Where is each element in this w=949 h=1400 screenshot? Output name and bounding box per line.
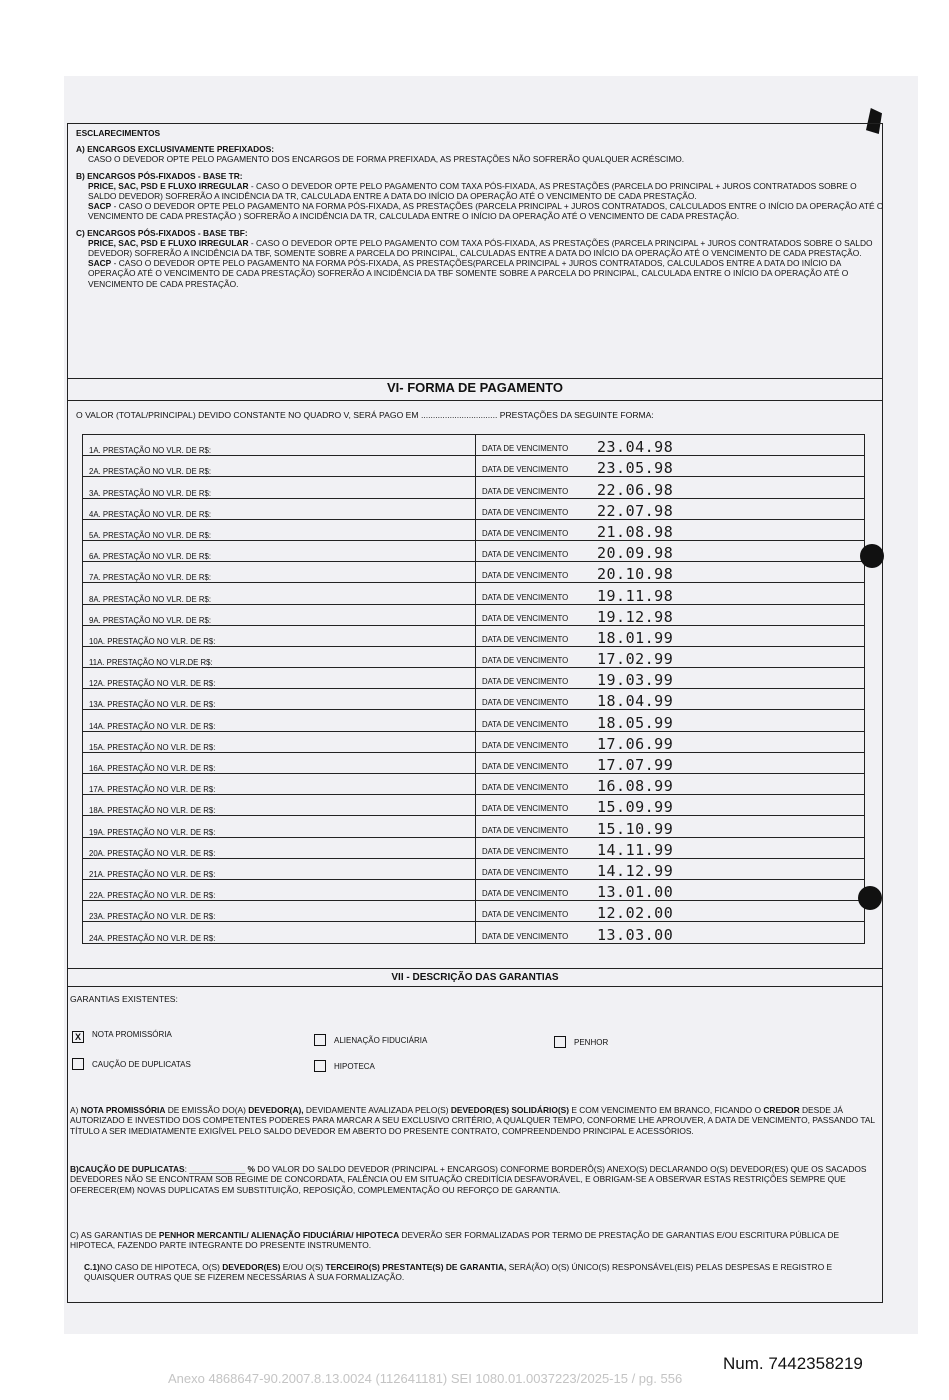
due-date-value: 23.05.98 bbox=[597, 459, 674, 478]
installment-label: 23A. PRESTAÇÃO NO VLR. DE R$: bbox=[83, 901, 476, 922]
text: % bbox=[247, 1164, 255, 1174]
installment-row bbox=[83, 435, 865, 456]
installments-table bbox=[82, 434, 865, 944]
installment-label: 20A. PRESTAÇÃO NO VLR. DE R$: bbox=[83, 837, 476, 858]
text: DEVERÃO SER FORMALIZADAS POR TERMO DE PRESTAÇÃO DE GARANTIAS E/OU ESCRITURA PÚBLICA DE HIPOTECA, FAZENDO PARTE INTEGRANTE DO PRESENTE INSTRUMENTO. bbox=[70, 1230, 840, 1251]
text: SERÁ(ÃO) O(S) ÚNICO(S) RESPONSÁVEL(EIS) PELAS DESPESAS E REGISTRO E QUAISQUER OUTRAS QUE SE FIZEREM NECESSÁRIAS À SUA FORMALIZAÇÃO. bbox=[84, 1262, 833, 1283]
section-divider bbox=[68, 986, 882, 987]
installment-row bbox=[83, 668, 865, 689]
text: : ____________ bbox=[184, 1164, 248, 1174]
due-date-label: DATA DE VENCIMENTO bbox=[482, 507, 569, 517]
installment-label: 11A. PRESTAÇÃO NO VLR.DE R$: bbox=[83, 646, 476, 667]
punch-hole bbox=[858, 886, 882, 910]
esclarecimentos-title: ESCLARECIMENTOS bbox=[76, 128, 161, 138]
due-date-value: 13.03.00 bbox=[597, 925, 674, 944]
installment-row bbox=[83, 689, 865, 710]
due-date-label: DATA DE VENCIMENTO bbox=[482, 867, 569, 877]
esc-c-sacp-label: SACP bbox=[88, 258, 112, 269]
due-date-label: DATA DE VENCIMENTO bbox=[482, 571, 569, 581]
installment-due bbox=[476, 562, 865, 583]
installment-row bbox=[83, 583, 865, 604]
text: A) bbox=[70, 1105, 81, 1115]
installment-due bbox=[476, 879, 865, 900]
due-date-value: 15.09.99 bbox=[597, 798, 674, 817]
installment-due bbox=[476, 435, 865, 456]
esc-c-price-text: - CASO O DEVEDOR OPTE PELO PAGAMENTO COM TAXA PÓS-FIXADA, AS PRESTAÇÕES (PARCELA PRINCIPAL + JUROS CONTRATADOS SOBRE O SALDO DEVEDOR) SOFRERÃO A INCIDÊNCIA DA TBF, SOMENTE SOBRE A PARCELA DO PRINCIPAL, CALCULADAS ENTRE A DATA DO INÍCIO DA OPERAÇÃO ATÉ O VENCIMENTO DE CADA PRESTAÇÃO. bbox=[88, 237, 873, 259]
due-date-label: DATA DE VENCIMENTO bbox=[482, 804, 569, 814]
due-date-value: 17.07.99 bbox=[597, 756, 674, 774]
section-divider bbox=[68, 968, 882, 969]
intro-start: O VALOR (TOTAL/PRINCIPAL) DEVIDO CONSTANTE NO QUADRO V, SERÁ PAGO EM bbox=[76, 410, 421, 420]
installment-row bbox=[83, 477, 865, 498]
installment-label: 8A. PRESTAÇÃO NO VLR. DE R$: bbox=[83, 583, 476, 604]
esclarecimentos-section bbox=[76, 128, 884, 289]
text: NO CASO DE HIPOTECA, O(S) bbox=[99, 1262, 223, 1272]
installment-due bbox=[476, 774, 865, 795]
installment-label: 13A. PRESTAÇÃO NO VLR. DE R$: bbox=[83, 689, 476, 710]
due-date-value: 13.01.00 bbox=[597, 883, 674, 902]
installment-label: 5A. PRESTAÇÃO NO VLR. DE R$: bbox=[83, 519, 476, 540]
checkbox[interactable] bbox=[314, 1060, 326, 1072]
text: DEVEDOR(A), bbox=[248, 1105, 304, 1115]
due-date-label: DATA DE VENCIMENTO bbox=[482, 762, 569, 771]
garantias-existentes: GARANTIAS EXISTENTES: bbox=[70, 994, 178, 1004]
due-date-label: DATA DE VENCIMENTO bbox=[482, 550, 569, 560]
esc-a-text: CASO O DEVEDOR OPTE PELO PAGAMENTO DOS ENCARGOS DE FORMA PREFIXADA, AS PRESTAÇÕES NÃO SOFRERÃO QUALQUER ACRÉSCIMO. bbox=[88, 154, 685, 165]
due-date-value: 14.11.99 bbox=[597, 840, 674, 859]
installment-row bbox=[83, 731, 865, 752]
esc-b-sacp-label: SACP bbox=[88, 201, 112, 212]
due-date-value: 19.11.98 bbox=[597, 586, 674, 605]
installment-due bbox=[476, 858, 865, 879]
installment-due bbox=[476, 519, 865, 540]
installment-due bbox=[476, 710, 865, 731]
due-date-value: 17.06.99 bbox=[597, 734, 674, 753]
checkbox[interactable] bbox=[554, 1036, 566, 1048]
due-date-value: 19.12.98 bbox=[597, 607, 674, 626]
installment-row bbox=[83, 901, 865, 922]
due-date-label: DATA DE VENCIMENTO bbox=[482, 634, 569, 644]
installment-row bbox=[83, 774, 865, 795]
esc-b-price-text: - CASO O DEVEDOR OPTE PELO PAGAMENTO COM TAXA PÓS-FIXADA, AS PRESTAÇÕES (PARCELA DO PRINCIPAL + JUROS CONTRATADOS SOBRE O SALDO DEVEDOR) SOFRERÃO A INCIDÊNCIA DA TR, CALCULADA ENTRE A DATA DO INÍCIO DA OPERAÇÃO ATÉ O VENCIMENTO DE CADA PRESTAÇÃO. bbox=[88, 180, 857, 202]
esc-c-title: C) ENCARGOS PÓS-FIXADOS - BASE TBF: bbox=[76, 227, 248, 238]
option-label: CAUÇÃO DE DUPLICATAS bbox=[92, 1060, 191, 1069]
installment-due bbox=[476, 922, 865, 943]
text: DEVIDAMENTE AVALIZADA PELO(S) bbox=[303, 1105, 451, 1115]
installment-label: 2A. PRESTAÇÃO NO VLR. DE R$: bbox=[83, 456, 476, 477]
due-date-label: DATA DE VENCIMENTO bbox=[482, 719, 569, 729]
checkbox-checked[interactable]: X bbox=[72, 1031, 84, 1043]
option-label: ALIENAÇÃO FIDUCIÁRIA bbox=[334, 1036, 428, 1045]
text: PENHOR MERCANTIL/ ALIENAÇÃO FIDUCIÁRIA/ HIPOTECA bbox=[158, 1230, 400, 1240]
garantia-c-paragraph bbox=[70, 1230, 880, 1251]
installment-label: 1A. PRESTAÇÃO NO VLR. DE R$: bbox=[83, 435, 476, 456]
garantia-a-paragraph bbox=[70, 1105, 880, 1136]
due-date-value: 15.10.99 bbox=[597, 819, 674, 838]
installment-due bbox=[476, 456, 865, 477]
esc-b-price-label: PRICE, SAC, PSD E FLUXO IRREGULAR bbox=[88, 180, 249, 191]
installment-due bbox=[476, 646, 865, 667]
installment-row bbox=[83, 795, 865, 816]
due-date-value: 20.10.98 bbox=[597, 565, 674, 584]
installment-due bbox=[476, 477, 865, 498]
due-date-label: DATA DE VENCIMENTO bbox=[482, 613, 569, 623]
installment-row bbox=[83, 625, 865, 646]
text: DE EMISSÃO DO(A) bbox=[165, 1105, 249, 1115]
due-date-value: 14.12.99 bbox=[597, 861, 674, 880]
installment-due bbox=[476, 625, 865, 646]
installment-row bbox=[83, 922, 865, 943]
intro-end: PRESTAÇÕES DA SEGUINTE FORMA: bbox=[497, 410, 654, 420]
due-date-label: DATA DE VENCIMENTO bbox=[482, 825, 569, 835]
installment-label: 6A. PRESTAÇÃO NO VLR. DE R$: bbox=[83, 540, 476, 561]
due-date-value: 20.09.98 bbox=[597, 544, 674, 563]
option-alienacao-fiduciaria[interactable] bbox=[314, 1034, 427, 1046]
due-date-value: 18.05.99 bbox=[597, 713, 674, 732]
installment-due bbox=[476, 837, 865, 858]
installment-row bbox=[83, 456, 865, 477]
due-date-value: 19.03.99 bbox=[597, 671, 674, 690]
due-date-value: 18.01.99 bbox=[597, 628, 674, 647]
text: DEVEDOR(ES) SOLIDÁRIO(S) bbox=[450, 1105, 570, 1115]
text: DESDE JÁ AUTORIZADO E INVESTIDO DOS COMPETENTES PODERES PARA MARCAR A SEU EXCLUSIVO CRITÉRIO, A QUALQUER TEMPO, CONFORME LHE APROUVER, A DATA DE VENCIMENTO, PASSANDO TAL TÍTULO A SER IMEDIATAMENTE EXIGÍVEL PELO SALDO DEVEDOR EM ABERTO DO PRESENTE CONTRATO, COMPREENDENDO PRINCIPAL E ACESSÓRIOS. bbox=[70, 1105, 875, 1136]
installment-row bbox=[83, 562, 865, 583]
esc-a-title: A) ENCARGOS EXCLUSIVAMENTE PREFIXADOS: bbox=[76, 144, 275, 155]
checkbox[interactable] bbox=[72, 1058, 84, 1070]
installment-row bbox=[83, 604, 865, 625]
installment-label: 12A. PRESTAÇÃO NO VLR. DE R$: bbox=[83, 668, 476, 689]
installment-due bbox=[476, 583, 865, 604]
installment-due bbox=[476, 901, 865, 922]
text: DEVEDOR(ES) bbox=[222, 1262, 281, 1272]
garantias-title: VII - DESCRIÇÃO DAS GARANTIAS bbox=[391, 972, 559, 983]
document-number: Num. 7442358219 bbox=[723, 1354, 863, 1373]
installment-label: 3A. PRESTAÇÃO NO VLR. DE R$: bbox=[83, 477, 476, 498]
due-date-value: 22.07.98 bbox=[597, 501, 674, 520]
due-date-value: 16.08.99 bbox=[597, 777, 674, 796]
text: E COM VENCIMENTO EM BRANCO, FICANDO O bbox=[569, 1105, 764, 1115]
due-date-label: DATA DE VENCIMENTO bbox=[482, 486, 569, 496]
esc-b-title: B) ENCARGOS PÓS-FIXADOS - BASE TR: bbox=[76, 170, 243, 181]
text: TERCEIRO(S) PRESTANTE(S) DE GARANTIA, bbox=[325, 1262, 507, 1272]
due-date-value: 23.04.98 bbox=[597, 438, 674, 457]
installment-label: 21A. PRESTAÇÃO NO VLR. DE R$: bbox=[83, 858, 476, 879]
due-date-value: 21.08.98 bbox=[597, 522, 674, 541]
installment-due bbox=[476, 731, 865, 752]
text: C) AS GARANTIAS DE bbox=[70, 1230, 159, 1240]
installment-label: 22A. PRESTAÇÃO NO VLR. DE R$: bbox=[83, 879, 476, 900]
text: E/OU O(S) bbox=[280, 1262, 326, 1272]
installment-row bbox=[83, 519, 865, 540]
due-date-label: DATA DE VENCIMENTO bbox=[482, 465, 569, 475]
installment-row bbox=[83, 710, 865, 731]
due-date-value: 12.02.00 bbox=[597, 904, 674, 923]
option-nota-promissoria[interactable] bbox=[72, 1030, 172, 1043]
due-date-label: DATA DE VENCIMENTO bbox=[482, 656, 569, 666]
installment-label: 18A. PRESTAÇÃO NO VLR. DE R$: bbox=[83, 795, 476, 816]
section-divider bbox=[68, 400, 882, 401]
due-date-label: DATA DE VENCIMENTO bbox=[482, 698, 569, 708]
due-date-label: DATA DE VENCIMENTO bbox=[482, 846, 569, 856]
option-label: NOTA PROMISSÓRIA bbox=[92, 1030, 172, 1039]
pagamento-intro bbox=[76, 410, 654, 420]
installment-label: 15A. PRESTAÇÃO NO VLR. DE R$: bbox=[83, 731, 476, 752]
esc-c-price-label: PRICE, SAC, PSD E FLUXO IRREGULAR bbox=[88, 237, 249, 248]
installment-due bbox=[476, 668, 865, 689]
installment-due bbox=[476, 816, 865, 837]
annex-footer: Anexo 4868647-90.2007.8.13.0024 (112641181) SEI 1080.01.0037223/2025-15 / pg. 556 bbox=[168, 1371, 683, 1386]
due-date-label: DATA DE VENCIMENTO bbox=[482, 677, 569, 687]
installment-due bbox=[476, 689, 865, 710]
installment-due bbox=[476, 795, 865, 816]
due-date-label: DATA DE VENCIMENTO bbox=[482, 528, 569, 538]
option-label: PENHOR bbox=[574, 1038, 609, 1047]
due-date-label: DATA DE VENCIMENTO bbox=[482, 740, 569, 750]
installment-label: 7A. PRESTAÇÃO NO VLR. DE R$: bbox=[83, 562, 476, 583]
installment-row bbox=[83, 752, 865, 773]
due-date-label: DATA DE VENCIMENTO bbox=[482, 910, 569, 920]
punch-hole bbox=[860, 544, 884, 568]
text: DO VALOR DO SALDO DEVEDOR (PRINCIPAL + ENCARGOS) CONFORME BORDERÔ(S) ANEXO(S) DECLARANDO O(S) DEVEDOR(ES) QUE OS SACADOS DEVEDORES NÃO SE ENCONTRAM SOB REGIME DE CONCORDATA, FALÊNCIA OU EM SITUAÇÃO CREDITÍCIA DESFAVORÁVEL, E OBRIGAM-SE A OBSERVAR ESTAS RESTRIÇÕES SEMPRE QUE OFERECER(EM) NOVAS DUPLICATAS EM SUBSTITUIÇÃO, REPOSIÇÃO, COMPLEMENTAÇÃO OU REFORÇO DE GARANTIA. bbox=[70, 1164, 867, 1195]
text: NOTA PROMISSÓRIA bbox=[80, 1105, 166, 1115]
option-caucao-duplicatas[interactable] bbox=[72, 1058, 191, 1070]
installment-row bbox=[83, 837, 865, 858]
installment-row bbox=[83, 816, 865, 837]
esc-b-sacp-text: - CASO O DEVEDOR OPTE PELO PAGAMENTO NA FORMA PÓS-FIXADA, AS PRESTAÇÕES (PARCELA PRINCIPAL + JUROS CONTRATADOS, CALCULADOS ENTRE O INÍCIO DA OPERAÇÃO ATÉ O VENCIMENTO DE CADA PRESTAÇÃO ) SOFRERÃO A INCIDÊNCIA DA TR, CALCULADA ENTRE O INÍCIO DA OPERAÇÃO ATÉ O VENCIMENTO DE CADA PRESTAÇÃO. bbox=[88, 201, 884, 222]
installment-row bbox=[83, 646, 865, 667]
installment-row bbox=[83, 540, 865, 561]
installment-label: 17A. PRESTAÇÃO NO VLR. DE R$: bbox=[83, 774, 476, 795]
installment-label: 9A. PRESTAÇÃO NO VLR. DE R$: bbox=[83, 604, 476, 625]
due-date-label: DATA DE VENCIMENTO bbox=[482, 592, 569, 602]
installment-label: 10A. PRESTAÇÃO NO VLR. DE R$: bbox=[83, 625, 476, 646]
installment-due bbox=[476, 540, 865, 561]
due-date-label: DATA DE VENCIMENTO bbox=[482, 889, 569, 899]
section-divider bbox=[68, 378, 882, 379]
option-label: HIPOTECA bbox=[334, 1062, 375, 1071]
garantia-b-paragraph bbox=[70, 1164, 880, 1195]
checkbox[interactable] bbox=[314, 1034, 326, 1046]
due-date-label: DATA DE VENCIMENTO bbox=[482, 444, 569, 454]
text: CREDOR bbox=[763, 1105, 800, 1115]
intro-blank: ................................ bbox=[420, 410, 498, 420]
installment-due bbox=[476, 498, 865, 519]
installment-row bbox=[83, 879, 865, 900]
installment-label: 4A. PRESTAÇÃO NO VLR. DE R$: bbox=[83, 498, 476, 519]
installment-label: 19A. PRESTAÇÃO NO VLR. DE R$: bbox=[83, 816, 476, 837]
option-hipoteca[interactable] bbox=[314, 1060, 375, 1072]
installment-due bbox=[476, 604, 865, 625]
installment-row bbox=[83, 858, 865, 879]
due-date-value: 17.02.99 bbox=[597, 650, 674, 669]
installment-label: 14A. PRESTAÇÃO NO VLR. DE R$: bbox=[83, 710, 476, 731]
installment-row bbox=[83, 498, 865, 519]
pagamento-title: VI- FORMA DE PAGAMENTO bbox=[387, 380, 563, 395]
esc-c-sacp-text: - CASO O DEVEDOR OPTE PELO PAGAMENTO NA FORMA PÓS-FIXADA, AS PRESTAÇÕES(PARCELA PRINCIPAL + JUROS CONTRATADOS, CALCULADOS ENTRE A DATA DO INÍCIO DA OPERAÇÃO ATÉ O VENCIMENTO DE CADA PRESTAÇÃO) SOFRERÃO A INCIDÊNCIA DA TBF SOMENTE SOBRE A PARCELA DO PRINCIPAL, CALCULADA ENTRE O INÍCIO DA OPERAÇÃO ATÉ O VENCIMENTO DE CADA PRESTAÇÃO. bbox=[88, 258, 849, 289]
garantia-c1-paragraph bbox=[70, 1262, 880, 1283]
installment-due bbox=[476, 752, 865, 773]
installment-label: 24A. PRESTAÇÃO NO VLR. DE R$: bbox=[83, 922, 476, 943]
option-penhor[interactable] bbox=[554, 1036, 608, 1048]
installment-label: 16A. PRESTAÇÃO NO VLR. DE R$: bbox=[83, 752, 476, 773]
due-date-label: DATA DE VENCIMENTO bbox=[482, 783, 569, 793]
text: C.1) bbox=[84, 1262, 100, 1272]
due-date-value: 18.04.99 bbox=[597, 692, 674, 711]
due-date-value: 22.06.98 bbox=[597, 480, 674, 499]
text: B)CAUÇÃO DE DUPLICATAS bbox=[70, 1164, 185, 1174]
due-date-label: DATA DE VENCIMENTO bbox=[482, 931, 569, 941]
